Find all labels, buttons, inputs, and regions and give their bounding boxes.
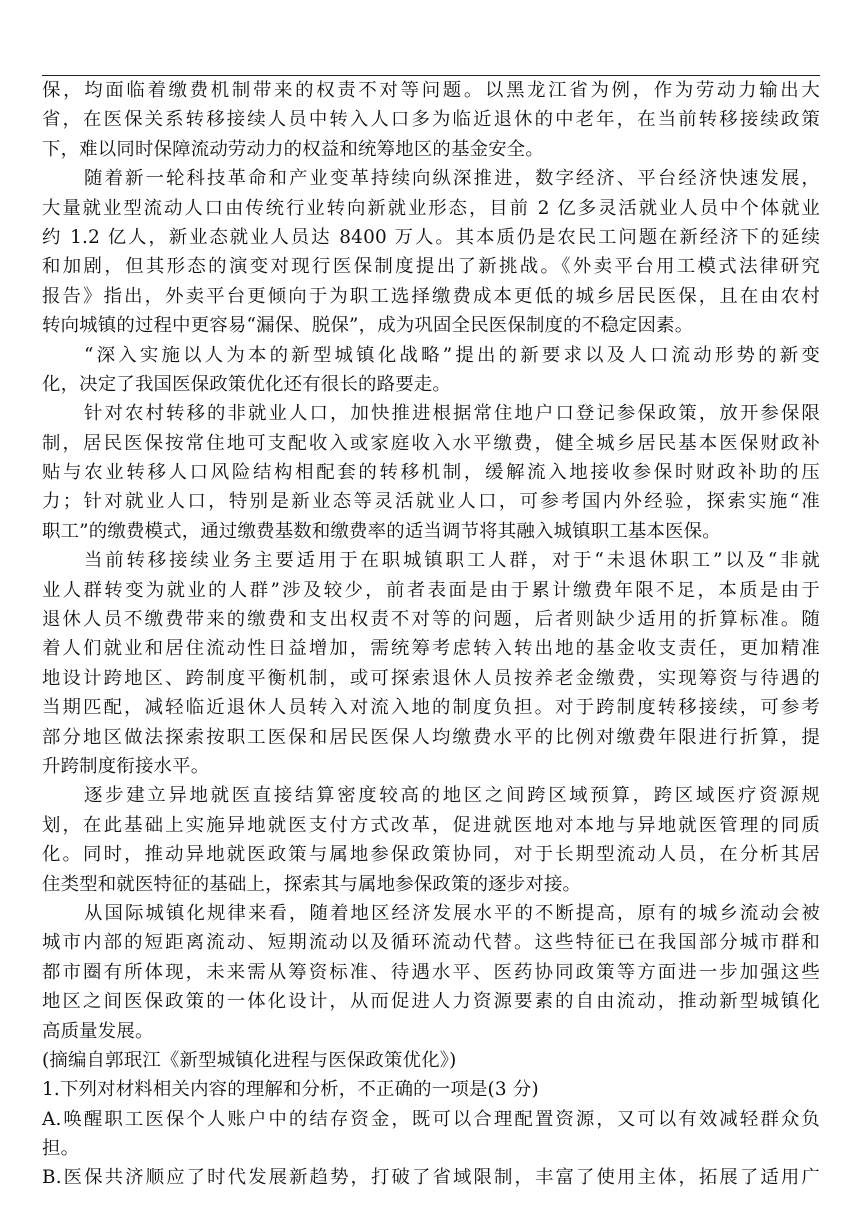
paragraph-line: 贴与农业转移人口风险结构相配套的转移机制，缓解流入地接收参保时财政补助的压 bbox=[42, 462, 820, 484]
paragraph-line: 约 1.2 亿人，新业态就业人员达 8400 万人。其本质仍是农民工问题在新经济下的延续 bbox=[42, 226, 820, 248]
paragraph-line: 住类型和就医特征的基础上，探索其与属地参保政策的逐步对接。 bbox=[42, 873, 582, 895]
paragraph-line: 地设计跨地区、跨制度平衡机制，或可探索退休人员按养老金缴费，实现筹资与待遇的 bbox=[42, 667, 820, 689]
paragraph-line: “深入实施以人为本的新型城镇化战略”提出的新要求以及人口流动形势的新变 bbox=[84, 344, 820, 366]
paragraph-line: 都市圈有所体现，未来需从筹资标准、待遇水平、医药协同政策等方面进一步加强这些 bbox=[42, 961, 820, 983]
answer-option-line: 担。 bbox=[42, 1138, 80, 1160]
paragraph-line: 当期匹配，减轻临近退休人员转入对流入地的制度负担。对于跨制度转移接续，可参考 bbox=[42, 697, 820, 719]
paragraph-line: 业人群转变为就业的人群”涉及较少，前者表面是由于累计缴费年限不足，本质是由于 bbox=[42, 579, 820, 601]
paragraph-line: 大量就业型流动人口由传统行业转向新就业形态，目前 2 亿多灵活就业人员中个体就业 bbox=[42, 197, 820, 219]
paragraph-line: 省，在医保关系转移接续人员中转入人口多为临近退休的中老年，在当前转移接续政策 bbox=[42, 109, 820, 131]
paragraph-line: 职工”的缴费模式，通过缴费基数和缴费率的适当调节将其融入城镇职工基本医保。 bbox=[42, 520, 721, 542]
paragraph-line: 化，决定了我国医保政策优化还有很长的路要走。 bbox=[42, 373, 451, 395]
paragraph-line: 报告》指出，外卖平台更倾向于为职工选择缴费成本更低的城乡居民医保，且在由农村 bbox=[42, 285, 820, 307]
question-stem: 1.下列对材料相关内容的理解和分析，不正确的一项是(3 分) bbox=[42, 1079, 539, 1101]
paragraph-line: 制，居民医保按常住地可支配收入或家庭收入水平缴费，健全城乡居民基本医保财政补 bbox=[42, 432, 820, 454]
paragraph-line: 着人们就业和居住流动性日益增加，需统筹考虑转入转出地的基金收支责任，更加精准 bbox=[42, 638, 820, 660]
answer-option-line: B.医保共济顺应了时代发展新趋势，打破了省域限制，丰富了使用主体，拓展了适用广 bbox=[42, 1167, 820, 1189]
answer-option-line: A.唤醒职工医保个人账户中的结存资金，既可以合理配置资源，又可以有效减轻群众负 bbox=[42, 1108, 820, 1130]
paragraph-line: 力；针对就业人口，特别是新业态等灵活就业人口，可参考国内外经验，探索实施“准 bbox=[42, 491, 820, 513]
paragraph-line: 针对农村转移的非就业人口，加快推进根据常住地户口登记参保政策，放开参保限 bbox=[84, 403, 820, 425]
paragraph-line: 部分地区做法探索按职工医保和居民医保人均缴费水平的比例对缴费年限进行折算，提 bbox=[42, 726, 820, 748]
source-citation: (摘编自郭珉江《新型城镇化进程与医保政策优化》) bbox=[42, 1049, 457, 1071]
paragraph-line: 随着新一轮科技革命和产业变革持续向纵深推进，数字经济、平台经济快速发展， bbox=[84, 168, 820, 190]
paragraph-line: 当前转移接续业务主要适用于在职城镇职工人群，对于“未退休职工”以及“非就 bbox=[84, 550, 820, 572]
paragraph-line: 逐步建立异地就医直接结算密度较高的地区之间跨区域预算，跨区域医疗资源规 bbox=[84, 785, 820, 807]
paragraph-line: 和加剧，但其形态的演变对现行医保制度提出了新挑战。《外卖平台用工模式法律研究 bbox=[42, 256, 820, 278]
paragraph-line: 退休人员不缴费带来的缴费和支出权责不对等的问题，后者则缺少适用的折算标准。随 bbox=[42, 609, 820, 631]
paragraph-line: 下，难以同时保障流动劳动力的权益和统筹地区的基金安全。 bbox=[42, 138, 544, 160]
paragraph-line: 城市内部的短距离流动、短期流动以及循环流动代替。这些特征已在我国部分城市群和 bbox=[42, 932, 820, 954]
paragraph-line: 从国际城镇化规律来看，随着地区经济发展水平的不断提高，原有的城乡流动会被 bbox=[84, 902, 820, 924]
paragraph-line: 保，均面临着缴费机制带来的权责不对等问题。以黑龙江省为例，作为劳动力输出大 bbox=[42, 80, 820, 101]
paragraph-line: 地区之间医保政策的一体化设计，从而促进人力资源要素的自由流动，推动新型城镇化 bbox=[42, 991, 820, 1013]
paragraph-line: 转向城镇的过程中更容易“漏保、脱保”，成为巩固全民医保制度的不稳定因素。 bbox=[42, 315, 694, 337]
paragraph-line: 高质量发展。 bbox=[42, 1020, 154, 1042]
paragraph-line: 化。同时，推动异地就医政策与属地参保政策协同，对于长期型流动人员，在分析其居 bbox=[42, 844, 820, 866]
paragraph-line: 升跨制度衔接水平。 bbox=[42, 755, 210, 777]
paragraph-line: 划，在此基础上实施异地就医支付方式改革，促进就医地对本地与异地就医管理的同质 bbox=[42, 814, 820, 836]
document-body bbox=[42, 76, 820, 1193]
